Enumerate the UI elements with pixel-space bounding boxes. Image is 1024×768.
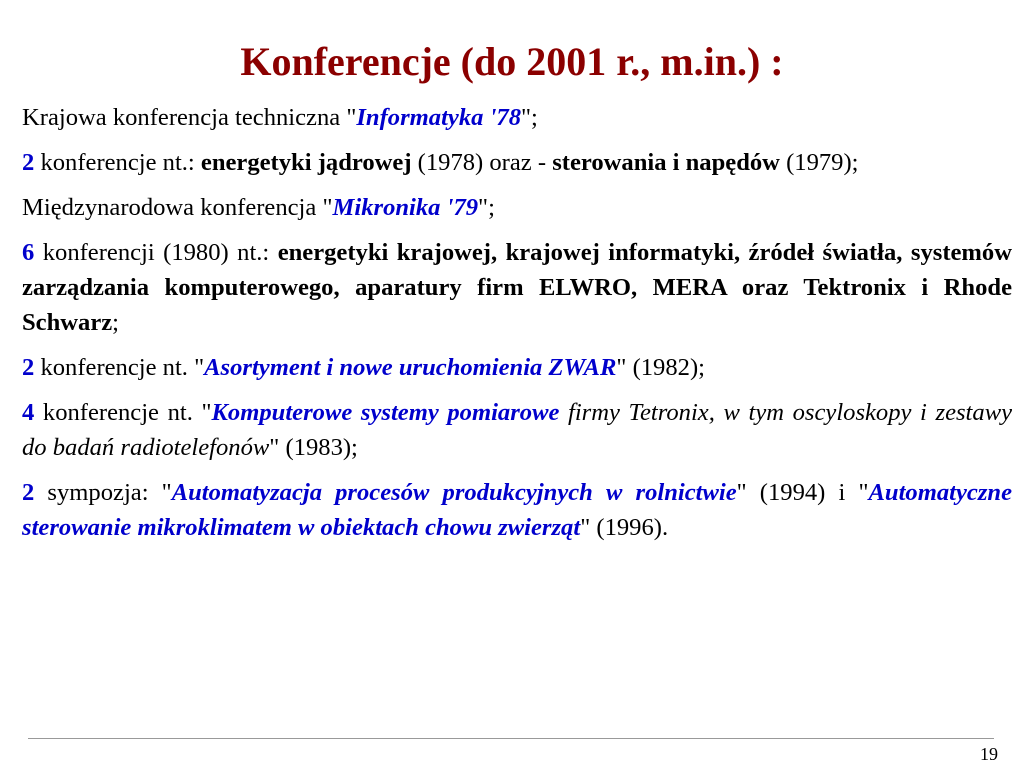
list-item [22,475,1012,545]
list-item [22,145,1012,180]
item-text: " (1994) i " [736,479,869,506]
list-item [22,395,1012,465]
item-number: 6 [22,239,35,266]
footer-divider [28,738,994,739]
item-text: sympozja: " [34,479,172,506]
page-number: 19 [980,744,998,764]
item-highlight: Komputerowe systemy pomiarowe [211,399,560,426]
item-number: 4 [22,399,35,426]
item-text: ; [112,309,120,336]
item-text: konferencje nt. " [34,354,205,381]
item-text: "; [521,104,538,131]
list-item [22,350,1012,385]
item-text: konferencje nt. " [34,399,212,426]
item-highlight: Automatyzacja procesów produkcyjnych w rolnictwie [171,479,737,506]
item-number: 2 [22,479,35,506]
slide-content [22,100,1012,555]
slide-title: Konferencje (do 2001 r., m.in.) : [240,39,784,84]
item-text: "; [478,194,495,221]
item-text: (1979); [779,149,859,176]
item-number: 2 [22,354,35,381]
item-highlight: Mikronika '79 [332,194,479,221]
item-highlight: Asortyment i nowe uruchomienia ZWAR [204,354,617,381]
item-text: " (1982); [616,354,705,381]
item-text: (1978) oraz - [411,149,553,176]
item-text: Międzynarodowa konferencja " [22,194,333,221]
list-item [22,190,1012,225]
item-text: Krajowa konferencja techniczna " [22,104,357,131]
list-item [22,100,1012,135]
list-item [22,235,1012,340]
item-highlight: Automatyczne sterowanie mikroklimatem w obiektach chowu zwierząt [22,479,1012,541]
item-highlight: Informatyka '78 [356,104,522,131]
item-bold: energetyki krajowej, krajowej informatyki, źródeł światła, systemów zarządzania komputerowego, aparatury firm ELWRO, MERA oraz Tektronix i Rhode Schwarz [22,239,1012,336]
item-bold: energetyki jądrowej [200,149,412,176]
item-text: " (1996). [580,514,669,541]
item-italic: firmy Tetronix, w tym oscyloskopy i zestawy do badań radiotelefonów [22,399,1013,461]
item-text: " (1983); [269,434,358,461]
item-number: 2 [22,149,35,176]
item-text: konferencje nt.: [34,149,201,176]
item-text: konferencji (1980) nt.: [34,239,278,266]
item-bold: sterowania i napędów [552,149,780,176]
